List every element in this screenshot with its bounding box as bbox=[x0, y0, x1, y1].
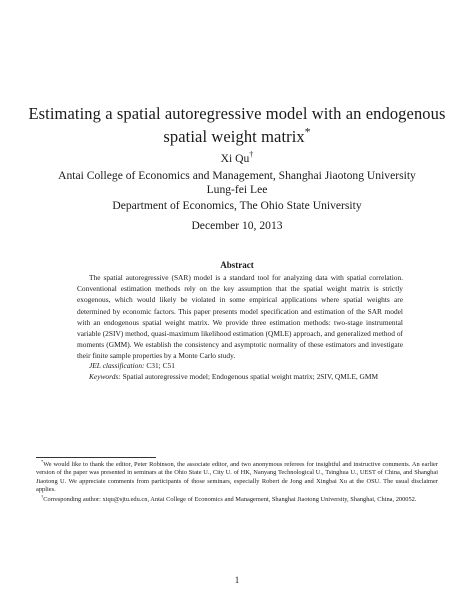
jel-value: C31; C51 bbox=[146, 361, 175, 370]
page-number: 1 bbox=[234, 575, 240, 585]
jel-label: JEL classification: bbox=[89, 361, 145, 370]
paper-title-text-1: Estimating a spatial autoregressive model with an endogenous bbox=[28, 104, 446, 123]
author-2-name: Lung-fei Lee bbox=[206, 183, 268, 196]
paper-date: December 10, 2013 bbox=[191, 219, 283, 232]
title-footnote-mark: * bbox=[304, 126, 311, 139]
author-2 bbox=[0, 183, 474, 196]
author-2-affiliation: Department of Economics, The Ohio State University bbox=[112, 199, 362, 212]
footnote-1-mark: * bbox=[41, 458, 44, 464]
footnote-1-text: We would like to thank the editor, Peter Robinson, the associate editor, and two anonymous referees for insightful and instructive comments. An earlier version of the paper was presented in seminars at the Ohio State U., City U. of HK, Nanyang Technological U., Tsinghua U., UEST of China, and Shanghai Jiaotong U. We appreciate comments from participants of those seminars, especially Robert de Jong and Xingbai Xu at the OSU. The usual disclaimer applies. bbox=[36, 461, 438, 493]
abstract-heading: Abstract bbox=[220, 260, 254, 270]
abstract-body: The spatial autoregressive (SAR) model is a standard tool for analyzing data with spatial correlation. Conventional estimation methods rely on the key assumption that the spatial weight matrix is strictly exogenous, which would likely be violated in some empirical applications where spatial weights are determined by economic factors. This paper presents model specification and estimation of the SAR model with an endogenous spatial weight matrix. We provide three estimation methods: two-stage instrumental variable (2SIV) method, quasi-maximum likelihood estimation (QMLE) approach, and generalized method of moments (GMM). We establish the consistency and asymptotic normality of these estimators and investigate their finite sample properties by a Monte Carlo study. bbox=[77, 273, 403, 361]
author-1-affiliation: Antai College of Economics and Management, Shanghai Jiaotong University bbox=[58, 169, 416, 182]
paper-title-line-1 bbox=[0, 104, 474, 124]
keywords-label: Keywords: bbox=[89, 372, 121, 381]
author-1-name: Xi Qu bbox=[220, 152, 250, 165]
keywords bbox=[89, 372, 378, 381]
footnote-2 bbox=[36, 493, 438, 504]
footnote-2-mark: † bbox=[41, 493, 44, 499]
footnote-divider bbox=[36, 457, 156, 458]
keywords-value: Spatial autoregressive model; Endogenous spatial weight matrix; 2SIV, QMLE, GMM bbox=[122, 372, 379, 381]
jel-classification bbox=[89, 361, 175, 370]
footnote-1 bbox=[36, 458, 438, 494]
paper-title-line-2 bbox=[0, 127, 474, 147]
author-1 bbox=[0, 152, 474, 165]
footnote-2-text: Corresponding author: xiqu@sjtu.edu.cn, Antai College of Economics and Management, Shanghai Jiaotong University, Shanghai, China, 200052. bbox=[43, 496, 417, 503]
author-1-footnote-mark: † bbox=[249, 150, 254, 160]
paper-title-text-2: spatial weight matrix bbox=[163, 127, 305, 146]
